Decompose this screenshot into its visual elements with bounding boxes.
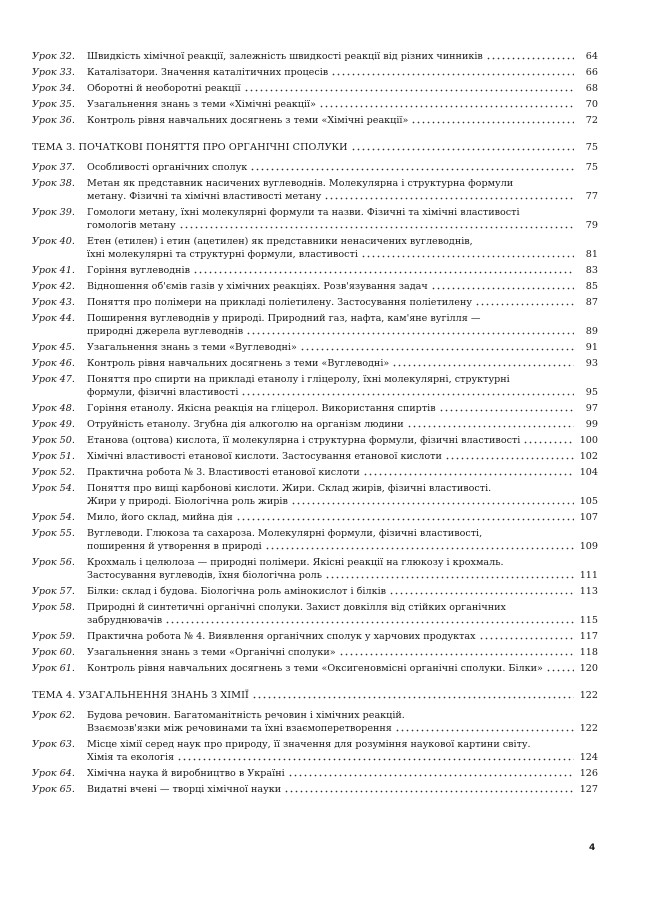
entry-title-line: природні джерела вуглеводнів [87, 326, 244, 337]
entry-title-line: Відношення об'ємів газів у хімічних реакціях. Розв'язування задач [87, 281, 428, 292]
toc-entry [32, 357, 598, 373]
lesson-label: Урок 47. [32, 374, 75, 385]
dot-leader [284, 785, 574, 793]
lesson-label: Урок 56. [32, 557, 75, 568]
entry-title-line: Горіння вуглеводнів [87, 265, 191, 276]
toc-entry [32, 662, 598, 678]
toc-entry [32, 98, 598, 114]
entry-title-line: Оборотні й необоротні реакції [87, 83, 241, 94]
toc-entry [32, 66, 598, 82]
page-ref: 91 [585, 342, 598, 353]
dot-leader [395, 724, 574, 732]
toc-entry [32, 341, 598, 357]
lesson-label: Урок 54. [32, 483, 75, 494]
entry-title-line: Контроль рівня навчальних досягнень з теми «Хімічні реакції» [87, 115, 409, 126]
page-ref: 127 [579, 784, 598, 795]
toc-leader-line [87, 722, 598, 735]
entry-body [87, 50, 598, 63]
page-ref: 77 [585, 191, 598, 202]
toc-leader-line [87, 82, 598, 95]
dot-leader [319, 100, 574, 108]
dot-leader [324, 192, 574, 200]
toc-entry [32, 482, 598, 511]
entry-body [87, 82, 598, 95]
toc-leader-line [87, 248, 598, 261]
dot-leader [431, 282, 574, 290]
entry-body [87, 161, 598, 174]
page-ref: 68 [585, 83, 598, 94]
page-ref: 120 [579, 663, 598, 674]
dot-leader [300, 343, 574, 351]
toc-entry [32, 466, 598, 482]
page-ref: 126 [579, 768, 598, 779]
toc-leader-line [87, 434, 598, 447]
entry-title-line: Застосування вуглеводів, їхня біологічна роль [87, 570, 322, 581]
entry-body [87, 466, 598, 479]
entry-body [87, 434, 598, 447]
entry-body [87, 341, 598, 354]
dot-leader [439, 404, 574, 412]
entry-title-line: Будова речовин. Багатоманітність речовин і хімічних реакцій. [87, 710, 405, 721]
entry-title-line: Швидкість хімічної реакції, залежність швидкості реакції від різних чинників [87, 51, 483, 62]
entry-body [87, 357, 598, 370]
page-ref: 70 [585, 99, 598, 110]
toc-entry [32, 264, 598, 280]
entry-body [87, 646, 598, 659]
lesson-label: Урок 39. [32, 207, 75, 218]
entry-title-line: Поняття про вищі карбонові кислоти. Жири. Склад жирів, фізичні властивості. [87, 483, 492, 494]
toc-entry [32, 206, 598, 235]
toc-leader-line [87, 418, 598, 431]
toc-leader-line [87, 98, 598, 111]
toc-entry [32, 738, 598, 767]
toc-leader-line [87, 190, 598, 203]
toc-leader-line [87, 296, 598, 309]
lesson-label: Урок 63. [32, 739, 75, 750]
page-ref: 104 [579, 467, 598, 478]
dot-leader [179, 221, 574, 229]
lesson-label: Урок 44. [32, 313, 75, 324]
toc-leader-line [87, 540, 598, 553]
section-title: ТЕМА 4. УЗАГАЛЬНЕННЯ ЗНАНЬ З ХІМІЇ [32, 690, 249, 701]
page-ref: 81 [585, 249, 598, 260]
entry-title-line: Хімічна наука й виробництво в Україні [87, 768, 285, 779]
entry-body [87, 373, 598, 399]
entry-body [87, 235, 598, 261]
toc-leader-line [87, 646, 598, 659]
entry-body [87, 601, 598, 627]
toc-leader-line [87, 280, 598, 293]
entry-title-line: Практична робота № 3. Властивості етанової кислоти [87, 467, 360, 478]
entry-body [87, 783, 598, 796]
entry-title-line: Хімічні властивості етанової кислоти. Застосування етанової кислоти [87, 451, 442, 462]
toc-entry [32, 296, 598, 312]
toc-entry [32, 161, 598, 177]
page-ref: 79 [585, 220, 598, 231]
entry-body [87, 206, 598, 232]
toc-leader-line [87, 264, 598, 277]
page-ref: 75 [585, 142, 598, 153]
page-ref: 93 [585, 358, 598, 369]
entry-title-line: Вуглеводи. Глюкоза та сахароза. Молекулярні формули, фізичні властивості, [87, 528, 483, 539]
toc-leader-line [87, 662, 598, 675]
toc-leader-line [87, 50, 598, 63]
entry-title-line: Білки: склад і будова. Біологічна роль амінокислот і білків [87, 586, 387, 597]
page-ref: 72 [585, 115, 598, 126]
dot-leader [177, 753, 574, 761]
entry-title-line: Взаємозв'язки між речовинами та їхні взаємоперетворення [87, 723, 392, 734]
lesson-label: Урок 33. [32, 67, 75, 78]
toc-leader-line [87, 219, 598, 232]
lesson-label: Урок 61. [32, 663, 75, 674]
lesson-label: Урок 35. [32, 99, 75, 110]
entry-title-line: Отруйність етанолу. Згубна дія алкоголю на організм людини [87, 419, 404, 430]
entry-title-line: Узагальнення знань з теми «Хімічні реакції» [87, 99, 316, 110]
entry-title-line: Поняття про полімери на прикладі поліетилену. Застосування поліетилену [87, 297, 472, 308]
dot-leader [361, 250, 574, 258]
lesson-label: Урок 48. [32, 403, 75, 414]
entry-body [87, 482, 598, 508]
toc-leader-line [87, 357, 598, 370]
lesson-label: Урок 43. [32, 297, 75, 308]
toc-leader-line [87, 325, 598, 338]
toc-leader-line [87, 450, 598, 463]
page-ref: 64 [585, 51, 598, 62]
page-ref: 66 [585, 67, 598, 78]
toc-entry [32, 114, 598, 130]
page-ref: 97 [585, 403, 598, 414]
toc-entry [32, 601, 598, 630]
toc-entry [32, 767, 598, 783]
toc-entry [32, 235, 598, 264]
dot-leader [252, 691, 574, 699]
entry-title-line: Узагальнення знань з теми «Органічні сполуки» [87, 647, 336, 658]
entry-title-line: Крохмаль і целюлоза — природні полімери. Якісні реакції на глюкозу і крохмаль. [87, 557, 504, 568]
dot-leader [546, 664, 574, 672]
entry-title-line: їхні молекулярні та структурні формули, властивості [87, 249, 358, 260]
entry-title-line: Мило, його склад, мийна дія [87, 512, 233, 523]
toc-entry [32, 402, 598, 418]
lesson-label: Урок 37. [32, 162, 75, 173]
page-ref: 122 [579, 723, 598, 734]
entry-title-line: гомологів метану [87, 220, 176, 231]
toc-leader-line [87, 585, 598, 598]
dot-leader [241, 388, 574, 396]
entry-body [87, 264, 598, 277]
toc-leader-line [87, 511, 598, 524]
dot-leader [193, 266, 574, 274]
entry-body [87, 585, 598, 598]
entry-body [87, 66, 598, 79]
toc-entry [32, 373, 598, 402]
toc-entry [32, 50, 598, 66]
dot-leader [407, 420, 574, 428]
toc-entry [32, 709, 598, 738]
lesson-label: Урок 62. [32, 710, 75, 721]
entry-title-line: Поняття про спирти на прикладі етанолу і гліцеролу, їхні молекулярні, структурні [87, 374, 510, 385]
page-ref: 117 [579, 631, 598, 642]
lesson-label: Урок 58. [32, 602, 75, 613]
entry-body [87, 709, 598, 735]
dot-leader [523, 436, 573, 444]
dot-leader [325, 571, 574, 579]
entry-title-line: метану. Фізичні та хімічні властивості метану [87, 191, 322, 202]
dot-leader [291, 497, 574, 505]
entry-body [87, 630, 598, 643]
toc-entry [32, 630, 598, 646]
toc-entry [32, 527, 598, 556]
toc-leader-line [87, 569, 598, 582]
entry-title-line: Місце хімії серед наук про природу, її значення для розуміння наукової картини світу. [87, 739, 531, 750]
entry-body [87, 767, 598, 780]
lesson-label: Урок 64. [32, 768, 75, 779]
toc-leader-line [87, 466, 598, 479]
entry-body [87, 98, 598, 111]
lesson-label: Урок 34. [32, 83, 75, 94]
dot-leader [392, 359, 574, 367]
entry-title-line: Метан як представник насичених вуглеводнів. Молекулярна і структурна формули [87, 178, 514, 189]
entry-body [87, 662, 598, 675]
lesson-label: Урок 57. [32, 586, 75, 597]
entry-title-line: Горіння етанолу. Якісна реакція на гліцерол. Використання спиртів [87, 403, 436, 414]
entry-body [87, 527, 598, 553]
lesson-label: Урок 60. [32, 647, 75, 658]
entry-title-line: Жири у природі. Біологічна роль жирів [87, 496, 288, 507]
table-of-contents [32, 50, 598, 799]
entry-title-line: Видатні вчені — творці хімічної науки [87, 784, 282, 795]
lesson-label: Урок 40. [32, 236, 75, 247]
page-number: 4 [589, 843, 596, 853]
lesson-label: Урок 59. [32, 631, 75, 642]
dot-leader [165, 616, 574, 624]
lesson-label: Урок 51. [32, 451, 75, 462]
toc-entry [32, 585, 598, 601]
entry-title-line: Поширення вуглеводнів у природі. Природний газ, нафта, кам'яне вугілля — [87, 313, 481, 324]
dot-leader [250, 163, 574, 171]
page-ref: 99 [585, 419, 598, 430]
toc-entry [32, 450, 598, 466]
entry-title-line: Практична робота № 4. Виявлення органічних сполук у харчових продуктах [87, 631, 476, 642]
entry-title-line: поширення й утворення в природі [87, 541, 262, 552]
toc-entry [32, 511, 598, 527]
entry-body [87, 177, 598, 203]
page-ref: 105 [579, 496, 598, 507]
entry-title-line: Каталізатори. Значення каталітичних процесів [87, 67, 329, 78]
entry-title-line: Природні й синтетичні органічні сполуки. Захист довкілля від стійких органічних [87, 602, 506, 613]
entry-body [87, 556, 598, 582]
lesson-label: Урок 46. [32, 358, 75, 369]
dot-leader [389, 587, 574, 595]
entry-title-line: Контроль рівня навчальних досягнень з теми «Оксигеновмісні органічні сполуки. Білки» [87, 663, 543, 674]
page-ref: 100 [579, 435, 598, 446]
lesson-label: Урок 32. [32, 51, 75, 62]
page-ref: 75 [585, 162, 598, 173]
toc-leader-line [87, 386, 598, 399]
dot-leader [486, 52, 574, 60]
toc-leader-line [87, 783, 598, 796]
toc-entry [32, 434, 598, 450]
dot-leader [411, 116, 574, 124]
toc-entry [32, 82, 598, 98]
toc-leader-line [87, 66, 598, 79]
lesson-label: Урок 55. [32, 528, 75, 539]
toc-entry [32, 280, 598, 296]
dot-leader [288, 769, 574, 777]
page-ref: 111 [579, 570, 598, 581]
dot-leader [445, 452, 574, 460]
toc-leader-line [87, 495, 598, 508]
entry-title-line: Особливості органічних сполук [87, 162, 248, 173]
entry-title-line: Етен (етилен) і етин (ацетилен) як представники ненасичених вуглеводнів, [87, 236, 473, 247]
lesson-label: Урок 52. [32, 467, 75, 478]
entry-title-line: Хімія та екологія [87, 752, 175, 763]
page-ref: 109 [579, 541, 598, 552]
dot-leader [265, 542, 574, 550]
page-ref: 102 [579, 451, 598, 462]
toc-leader-line [87, 630, 598, 643]
entry-title-line: Контроль рівня навчальних досягнень з теми «Вуглеводні» [87, 358, 390, 369]
entry-body [87, 450, 598, 463]
dot-leader [339, 648, 574, 656]
lesson-label: Урок 54. [32, 512, 75, 523]
section-title: ТЕМА 3. ПОЧАТКОВІ ПОНЯТТЯ ПРО ОРГАНІЧНІ СПОЛУКИ [32, 142, 348, 153]
page-ref: 118 [579, 647, 598, 658]
entry-body [87, 738, 598, 764]
entry-title-line: Узагальнення знань з теми «Вуглеводні» [87, 342, 297, 353]
dot-leader [363, 468, 574, 476]
toc-entry [32, 177, 598, 206]
lesson-label: Урок 36. [32, 115, 75, 126]
page-ref: 85 [585, 281, 598, 292]
toc-leader-line [87, 767, 598, 780]
entry-title-line: Гомологи метану, їхні молекулярні формули та назви. Фізичні та хімічні властивості [87, 207, 520, 218]
page-ref: 122 [579, 690, 598, 701]
page-ref: 113 [579, 586, 598, 597]
page-ref: 83 [585, 265, 598, 276]
dot-leader [475, 298, 574, 306]
page-ref: 124 [579, 752, 598, 763]
entry-body [87, 312, 598, 338]
toc-leader-line [87, 751, 598, 764]
toc-leader-line [87, 114, 598, 127]
entry-body [87, 511, 598, 524]
page-ref: 95 [585, 387, 598, 398]
entry-body [87, 280, 598, 293]
lesson-label: Урок 65. [32, 784, 75, 795]
page-ref: 87 [585, 297, 598, 308]
entry-title-line: Етанова (оцтова) кислота, її молекулярна і структурна формули, фізичні властивості [87, 435, 521, 446]
entry-title-line: формули, фізичні властивості [87, 387, 239, 398]
toc-leader-line [87, 341, 598, 354]
page-ref: 115 [579, 615, 598, 626]
dot-leader [479, 632, 574, 640]
dot-leader [236, 513, 574, 521]
dot-leader [331, 68, 574, 76]
toc-entry [32, 646, 598, 662]
toc-entry [32, 418, 598, 434]
section-heading [32, 141, 598, 161]
entry-body [87, 114, 598, 127]
lesson-label: Урок 45. [32, 342, 75, 353]
toc-entry [32, 556, 598, 585]
lesson-label: Урок 41. [32, 265, 75, 276]
lesson-label: Урок 50. [32, 435, 75, 446]
lesson-label: Урок 49. [32, 419, 75, 430]
section-heading [32, 689, 598, 709]
toc-leader-line [87, 161, 598, 174]
toc-entry [32, 312, 598, 341]
lesson-label: Урок 38. [32, 178, 75, 189]
entry-body [87, 418, 598, 431]
dot-leader [246, 327, 574, 335]
entry-body [87, 296, 598, 309]
dot-leader [244, 84, 574, 92]
dot-leader [351, 143, 574, 151]
page-ref: 89 [585, 326, 598, 337]
entry-body [87, 402, 598, 415]
toc-leader-line [87, 402, 598, 415]
toc-entry [32, 783, 598, 799]
lesson-label: Урок 42. [32, 281, 75, 292]
page-ref: 107 [579, 512, 598, 523]
entry-title-line: забруднювачів [87, 615, 163, 626]
toc-leader-line [87, 614, 598, 627]
